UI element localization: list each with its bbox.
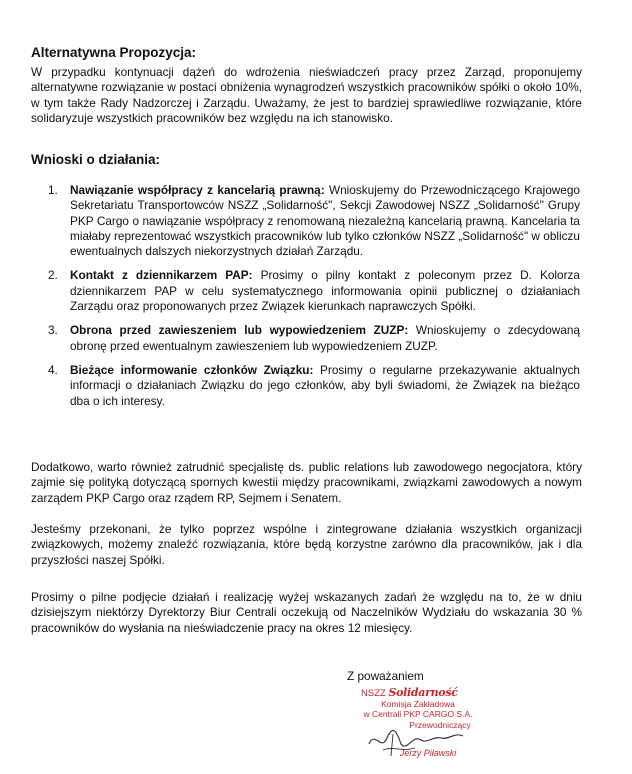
list-item-number: 2. <box>48 268 58 283</box>
stamp-line-1: Komisja Zakładowa <box>381 699 455 709</box>
list-item <box>48 323 580 354</box>
list-item-title: Kontakt z dziennikarzem PAP: <box>70 268 253 283</box>
stamp-prefix: NSZZ <box>361 688 386 699</box>
paragraph-cooperation: Jesteśmy przekonani, że tylko poprzez wspólne i zintegrowane działania wszystkich organizacji związkowych, możemy znaleźć rozwiązania, które będą korzystne zarówno dla pracowników, jak i dla przyszłości naszej Spółki. <box>31 522 582 567</box>
heading-alternative-proposal: Alternatywna Propozycja: <box>31 45 197 60</box>
union-stamp <box>353 686 493 772</box>
heading-action-requests: Wnioski o działania: <box>31 152 161 167</box>
list-item-number: 4. <box>48 362 58 377</box>
list-item-text: Wnioskujemy do Przewodniczącego Krajowego Sekretariatu Transportowców NSZZ „Solidarność", Sekcji Zawodowej NSZZ „Solidarność" Grupy PKP Cargo o nawiązanie współpracy z renomowaną niezależną kancelarią prawną. Kancelaria ta miałaby reprezentować wszystkich pracowników lub tylko członków NSZZ „Solidarność" w obliczu ewentualnych dalszych niekorzystnych działań Zarządu. <box>70 183 580 259</box>
closing-salutation: Z poważaniem <box>347 669 424 683</box>
stamp-header <box>361 686 458 699</box>
paragraph-alternative-proposal: W przypadku kontynuacji dążeń do wdrożenia nieświadczeń pracy przez Zarząd, proponujemy alternatywne rozwiązanie w postaci obniżenia wynagrodzeń wszystkich pracowników spółki o około 10%, w tym także Rady Nadzorczej i Zarządu. Uważamy, że jest to bardziej sprawiedliwe rozwiązanie, które solidaryzuje wszystkich pracowników bez względu na ich stanowisko. <box>31 65 582 125</box>
stamp-line-2: w Centrali PKP CARGO S.A. <box>363 709 473 719</box>
list-item-text: Prosimy o pilny kontakt z poleconym przez D. Kolorza dziennikarzem PAP w celu systematycznego informowania opinii publicznej o działaniach Zarządu oraz proponowanych przez Związek kierunkach naprawczych Spółki. <box>70 268 580 314</box>
list-item <box>48 363 580 409</box>
list-item-title: Bieżące informowanie członków Związku: <box>70 362 314 377</box>
solidarnosc-logo: Solidarność <box>388 686 458 699</box>
list-item <box>48 183 580 259</box>
list-item-title: Nawiązanie współpracy z kancelarią prawną: <box>70 183 325 197</box>
paragraph-pr-specialist: Dodatkowo, warto również zatrudnić specjalistę ds. public relations lub zawodowego negocjatora, który zajmie się polityką dotyczącą spornych kwestii między pracownikami, związkami zawodowych a nowym zarządem PKP Cargo oraz rządem RP, Sejmem i Senatem. <box>31 460 582 505</box>
list-item-number: 3. <box>48 323 58 338</box>
list-item-title: Obrona przed zawieszeniem lub wypowiedzeniem ZUZP: <box>70 323 409 338</box>
stamp-line-3: Przewodniczący <box>409 720 471 730</box>
list-item-text: Prosimy o regularne przekazywanie aktualnych informacji o działaniach Związku do jego członków, aby byli świadomi, że Związek na bieżąco dba o ich interesy. <box>70 362 580 408</box>
list-item-number: 1. <box>48 183 58 197</box>
paragraph-urgent-request: Prosimy o pilne podjęcie działań i realizację wyżej wskazanych zadań że względu na to, że w dniu dzisiejszym niektórzy Dyrektorzy Biur Centrali oczekują od Naczelników Wydziału do wskazania 30 % pracowników do wysłania na nieświadczenie pracy na okres 12 miesięcy. <box>31 590 582 635</box>
action-list <box>48 183 580 409</box>
stamp-signatory-name: Jerzy Piławski <box>399 748 457 758</box>
list-item-text: Wnioskujemy o zdecydowaną obronę przed ewentualnym zawieszeniem lub wypowiedzeniem ZUZP. <box>70 323 580 353</box>
list-item <box>48 268 580 314</box>
